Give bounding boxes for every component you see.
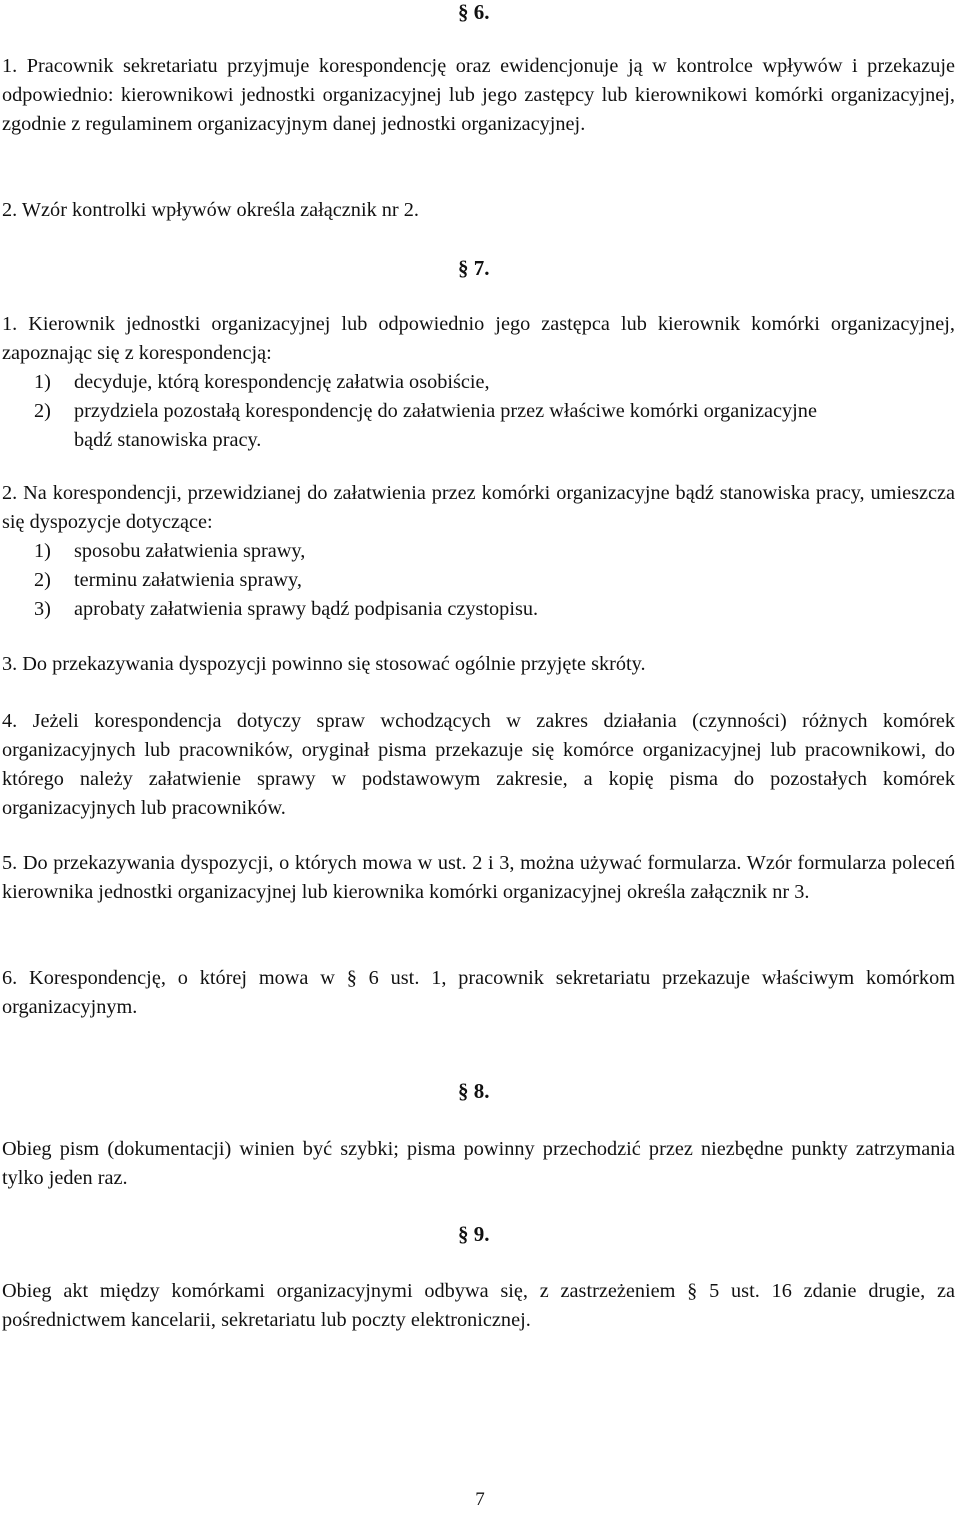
list-item-text: sposobu załatwienia sprawy, bbox=[74, 540, 306, 562]
section-7-paragraph-6: 6. Korespondencję, o której mowa w § 6 ust. 1, pracownik sekretariatu przekazuje właściwym komórkom organizacyjnym. bbox=[2, 967, 955, 1018]
list-item bbox=[2, 397, 955, 455]
list-item-number: 1) bbox=[34, 371, 51, 393]
list-item-number: 3) bbox=[34, 598, 51, 620]
section-7-paragraph-5: 5. Do przekazywania dyspozycji, o których mowa w ust. 2 i 3, można używać formularza. Wzór formularza poleceń kierownika jednostki organizacyjnej lub kierownika komórki organizacyjnej określa załącznik nr 3. bbox=[2, 852, 955, 903]
page-number: 7 bbox=[475, 1489, 485, 1510]
section-8-heading: § 8. bbox=[458, 1079, 490, 1103]
section-7-paragraph-1 bbox=[2, 310, 955, 455]
section-6-paragraph-2: 2. Wzór kontrolki wpływów określa załącznik nr 2. bbox=[2, 199, 419, 221]
section-7-paragraph-2-list bbox=[2, 537, 955, 624]
section-7-paragraph-4: 4. Jeżeli korespondencja dotyczy spraw wchodzących w zakres działania (czynności) różnych komórek organizacyjnych lub pracowników, oryginał pisma przekazuje się komórce organizacyjnej lub pracownikowi, do którego należy załatwienie sprawy w podstawowym zakresie, a kopię pisma do pozostałych komórek organizacyjnych lub pracowników. bbox=[2, 710, 955, 819]
section-7-paragraph-2-text: 2. Na korespondencji, przewidzianej do załatwienia przez komórki organizacyjne bądź stanowiska pracy, umieszcza się dyspozycje dotyczące: bbox=[2, 482, 955, 533]
section-7-paragraph-1-text: 1. Kierownik jednostki organizacyjnej lub odpowiednio jego zastępca lub kierownik komórki organizacyjnej, zapoznając się z korespondencją: bbox=[2, 313, 955, 364]
section-7-heading: § 7. bbox=[458, 256, 490, 280]
list-item-number: 2) bbox=[34, 569, 51, 591]
section-9-heading: § 9. bbox=[458, 1222, 490, 1246]
section-6-heading: § 6. bbox=[458, 0, 490, 24]
list-item-text: aprobaty załatwienia sprawy bądź podpisania czystopisu. bbox=[74, 598, 539, 620]
list-item-number: 1) bbox=[34, 540, 51, 562]
list-item-text: przydziela pozostałą korespondencję do załatwienia przez właściwe komórki organizacyjne bądź stanowiska pracy. bbox=[74, 400, 817, 451]
list-item bbox=[2, 566, 955, 595]
list-item bbox=[2, 368, 955, 397]
list-item-number: 2) bbox=[34, 400, 51, 422]
section-7-paragraph-2 bbox=[2, 479, 955, 624]
list-item bbox=[2, 595, 955, 624]
section-7-paragraph-1-list bbox=[2, 368, 955, 455]
section-8-paragraph-1: Obieg pism (dokumentacji) winien być szybki; pisma powinny przechodzić przez niezbędne punkty zatrzymania tylko jeden raz. bbox=[2, 1138, 955, 1189]
section-9-paragraph-1: Obieg akt między komórkami organizacyjnymi odbywa się, z zastrzeżeniem § 5 ust. 16 zdanie drugie, za pośrednictwem kancelarii, sekretariatu lub poczty elektronicznej. bbox=[2, 1280, 955, 1331]
list-item-text: terminu załatwienia sprawy, bbox=[74, 569, 302, 591]
list-item-text: decyduje, którą korespondencję załatwia osobiście, bbox=[74, 371, 490, 393]
section-7-paragraph-3: 3. Do przekazywania dyspozycji powinno się stosować ogólnie przyjęte skróty. bbox=[2, 653, 646, 675]
list-item bbox=[2, 537, 955, 566]
section-6-paragraph-1: 1. Pracownik sekretariatu przyjmuje korespondencję oraz ewidencjonuje ją w kontrolce wpływów i przekazuje odpowiednio: kierownikowi jednostki organizacyjnej lub jego zastępcy lub kierownikowi komórki organizacyjnej, zgodnie z regulaminem organizacyjnym danej jednostki organizacyjnej. bbox=[2, 55, 955, 135]
